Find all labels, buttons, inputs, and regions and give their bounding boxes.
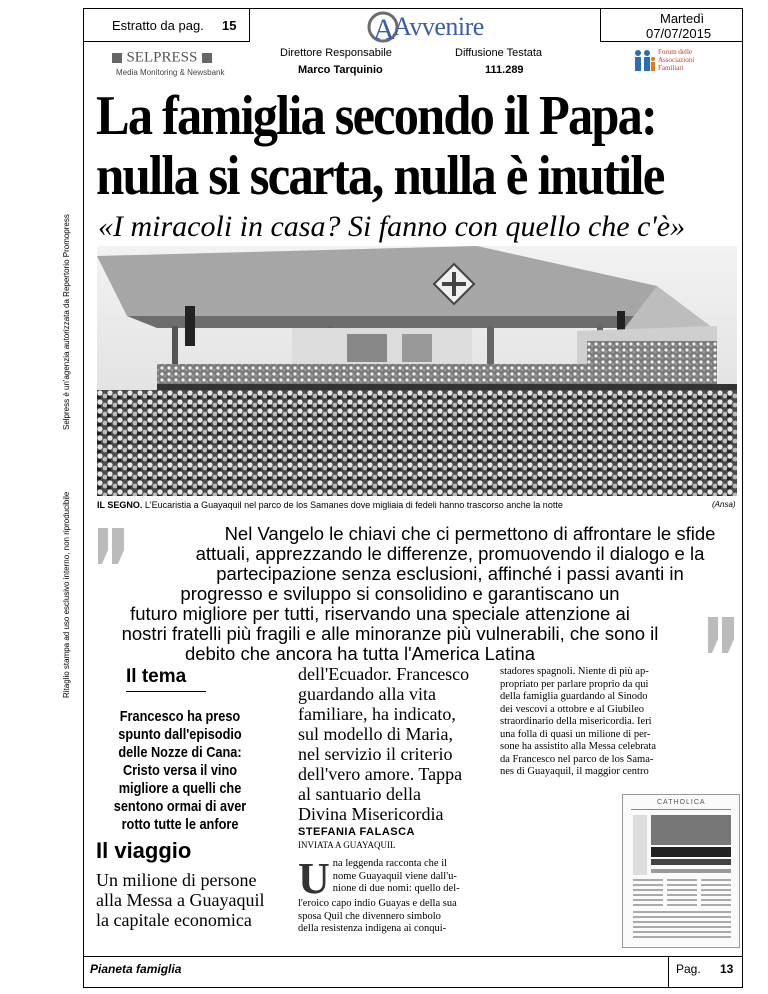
page-thumbnail (622, 794, 740, 948)
tema-title: Il tema (126, 666, 187, 687)
viaggio-line: la capitale economica (96, 910, 252, 930)
viaggio-line: Un milione di persone (96, 870, 257, 890)
news-photo (97, 246, 737, 496)
summary-line: sul modello di Maria, (298, 724, 453, 744)
pull-quote-line: debito che ancora ha tutta l'America Latina (184, 643, 536, 664)
tema-line: rotto tutte le anfore (121, 816, 239, 833)
thumbnail-page-icon (623, 795, 739, 947)
side-note-reproduction: Ritaglio stampa ad uso esclusivo interno, non riproducibile (62, 491, 71, 698)
pull-quote-line: attuali, apprezzando le differenze, promuovendo il dialogo e la (195, 543, 705, 564)
photo-caption-text: L'Eucaristia a Guayaquil nel parco de los Samanes dove migliaia di fedeli hanno trascorso anche la notte (144, 500, 563, 510)
avvenire-logo-text: Avvenire (393, 12, 484, 41)
body-line: dei vescovi a ottobre e al Giubileo (500, 703, 645, 715)
body-line: nome Guayaquil viene dall'u- (332, 870, 457, 882)
pull-quote-line: progresso e sviluppo si consolidino e garantiscano un (180, 583, 620, 604)
subheadline: «I miracoli in casa? Si fanno con quello che c'è» (98, 210, 686, 243)
tema-line: Cristo versa il vino (122, 762, 238, 779)
byline-name: STEFANIA FALASCA (298, 826, 415, 838)
tema-line: migliore a quelli che (118, 780, 242, 797)
body-line: propriato per parlare proprio da qui (500, 678, 649, 690)
body-line: nione di due nomi: quello del- (332, 883, 460, 894)
selpress-logo (112, 49, 212, 67)
footer-page-label: Pag. (676, 962, 701, 976)
summary-line: Divina Misericordia (298, 804, 444, 824)
director-label: Direttore Responsabile (280, 47, 392, 59)
body-line: nes di Guayaquil, il maggior centro (500, 766, 649, 777)
summary-line: dell'Ecuador. Francesco (298, 664, 470, 684)
avvenire-logo (363, 10, 493, 44)
tema-line: sentono ormai di aver (113, 798, 247, 815)
photo-caption-label: IL SEGNO. (97, 500, 143, 510)
forum-logo (632, 48, 702, 76)
tema-divider (126, 691, 206, 692)
summary-line: guardando alla vita (298, 684, 436, 704)
body-line: na leggenda racconta che il (332, 858, 448, 869)
selpress-square-icon (202, 53, 212, 63)
body-line: da Francesco nel parco de los Sama- (500, 753, 654, 765)
forum-logo-text: Forum delle Associazioni Familiari (658, 48, 695, 72)
selpress-subtitle: Media Monitoring & Newsbank (116, 68, 225, 77)
tema-line: delle Nozze di Cana: (118, 744, 242, 761)
circulation-value: 111.289 (485, 64, 524, 76)
tema-line: spunto dall'episodio (118, 726, 242, 743)
svg-text:A: A (373, 13, 395, 44)
article-body-col3 (500, 666, 740, 779)
extract-label: Estratto da pag. (112, 18, 204, 33)
thumbnail-title: CATHOLICA (657, 799, 706, 806)
pull-quote-line: partecipazione senza esclusioni, affinché i passi avanti in (216, 563, 684, 584)
summary-line: al santuario della (298, 784, 421, 804)
body-line: sone ha assistito alla Messa celebrata (500, 741, 656, 752)
body-line: stadores spagnoli. Niente di più ap- (500, 666, 649, 677)
body-line: l'eroico capo indio Guayas e della sua (298, 898, 457, 909)
side-note-agency: Selpress è un'agenzia autorizzata da Repertorio Promopress (62, 214, 71, 430)
viaggio-line: alla Messa a Guayaquil (96, 890, 265, 910)
family-figures-icon (632, 48, 656, 74)
article-body-col2 (298, 854, 488, 936)
pull-quote-line: futuro migliore per tutti, riservando una speciale attenzione ai (130, 603, 630, 624)
date-label: 07/07/2015 (646, 26, 712, 41)
pull-quote-line: nostri fratelli più fragili e alle minoranze più vulnerabili, che sono il (121, 623, 659, 644)
photo-mass-crowd (97, 246, 737, 496)
photo-credit: (Ansa) (712, 500, 736, 509)
summary-line: dell'vero amore. Tappa (298, 764, 463, 784)
body-line: della famiglia guardando al Sinodo (500, 691, 648, 702)
body-line: sposa Quil che divennero simbolo (298, 910, 441, 922)
viaggio-text (96, 870, 264, 930)
body-line: straordinario della misericordia. Ieri (500, 716, 652, 727)
director-name: Marco Tarquinio (298, 64, 383, 76)
summary-line: familiare, ha indicato, (298, 704, 456, 724)
tema-line: Francesco ha preso (119, 708, 241, 725)
body-line: della resistenza indigena ai conqui- (298, 923, 447, 934)
summary-line: nel servizio il criterio (298, 744, 453, 764)
footer-page-number: 13 (720, 962, 734, 976)
byline-role: INVIATA A GUAYAQUIL (298, 840, 396, 850)
drop-cap: U (298, 854, 330, 903)
viaggio-title: Il viaggio (96, 838, 192, 863)
selpress-name: SELPRESS (126, 49, 198, 66)
footer-divider (83, 956, 743, 957)
footer-section: Pianeta famiglia (90, 962, 182, 976)
body-line: una folla di quasi un milione di per- (500, 728, 651, 740)
headline-line-1: La famiglia secondo il Papa: (96, 85, 657, 147)
tema-text (112, 708, 248, 834)
photo-caption (97, 500, 737, 510)
selpress-square-icon (112, 53, 122, 63)
pull-quote-line: Nel Vangelo le chiavi che ci permettono di affrontare le sfide (224, 523, 716, 544)
headline-line-2: nulla si scarta, nulla è inutile (96, 145, 664, 207)
pull-quote (90, 524, 730, 664)
circulation-label: Diffusione Testata (455, 47, 543, 59)
day-label: Martedì (660, 11, 705, 26)
extract-page: 15 (222, 18, 237, 33)
summary-text (298, 664, 469, 824)
